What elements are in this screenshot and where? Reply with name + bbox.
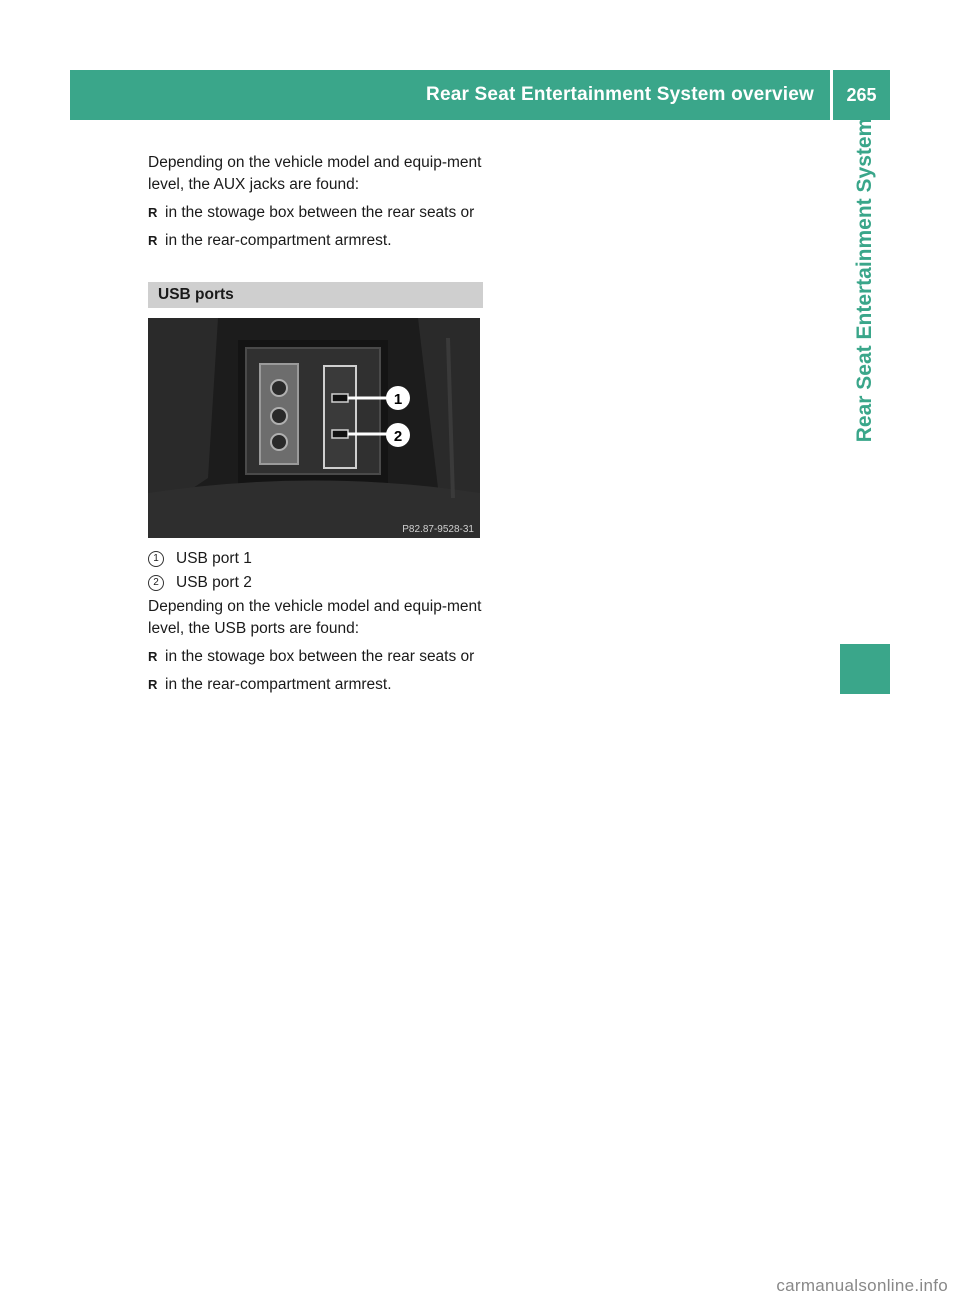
usb-ports-figure (148, 318, 480, 538)
bullet-text: in the rear-compartment armrest. (165, 232, 392, 249)
legend-number: 1 (148, 551, 164, 567)
bullet-icon: R (148, 205, 158, 220)
site-watermark: carmanualsonline.info (776, 1276, 948, 1295)
list-item (148, 674, 483, 696)
list-item (148, 230, 483, 252)
figure-code: P82.87-9528-31 (402, 524, 474, 535)
page-header (70, 70, 890, 120)
side-tab-label: Rear Seat Entertainment System (853, 117, 876, 443)
bullet-text: in the stowage box between the rear seats or (165, 204, 475, 221)
bullet-icon: R (148, 233, 158, 248)
legend-number: 2 (148, 575, 164, 591)
legend-item (148, 572, 483, 594)
intro-paragraph: Depending on the vehicle model and equip-ment level, the AUX jacks are found: (148, 154, 482, 193)
usb-ports-photo (148, 318, 480, 538)
usb-paragraph: Depending on the vehicle model and equip-ment level, the USB ports are found: (148, 598, 482, 637)
callout-1-label: 1 (393, 391, 403, 408)
legend-label: USB port 1 (176, 550, 252, 567)
bullet-text: in the stowage box between the rear seats or (165, 648, 475, 665)
list-item (148, 646, 483, 668)
bullet-text: in the rear-compartment armrest. (165, 676, 392, 693)
header-title: Rear Seat Entertainment System overview (426, 84, 814, 105)
legend-item (148, 548, 483, 570)
main-content (148, 152, 483, 702)
side-tab-marker (840, 644, 890, 694)
bullet-icon: R (148, 649, 158, 664)
legend-label: USB port 2 (176, 574, 252, 591)
page-number: 265 (846, 84, 877, 105)
figure-legend (148, 548, 483, 594)
section-heading-usb-ports: USB ports (148, 282, 483, 308)
callout-2-label: 2 (393, 428, 403, 445)
list-item (148, 202, 483, 224)
bullet-icon: R (148, 677, 158, 692)
